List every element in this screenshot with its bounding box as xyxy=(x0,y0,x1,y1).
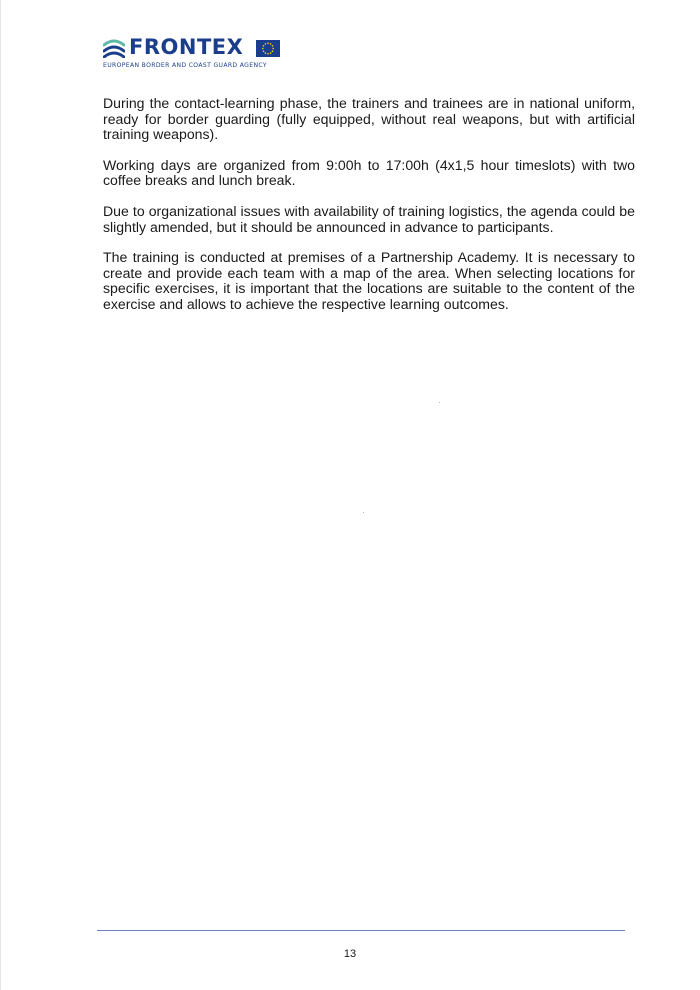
scan-speck xyxy=(363,512,364,513)
paragraph-premises: The training is conducted at premises of a Partnership Academy. It is necessary to create and provide each team with a map of the area. When selecting locations for specific exercises, it is important that the locations are suitable to the content of the exercise and allows to achieve the respective learning outcomes. xyxy=(103,249,635,312)
eu-flag-icon xyxy=(256,40,280,57)
footer-divider xyxy=(97,930,625,931)
frontex-logo-text: FRONTEX xyxy=(129,35,244,59)
page-number: 13 xyxy=(343,948,357,960)
paragraph-working-days: Working days are organized from 9:00h to 17:00h (4x1,5 hour timeslots) with two coffee breaks and lunch break. xyxy=(103,156,635,189)
agency-subtitle: EUROPEAN BORDER AND COAST GUARD AGENCY xyxy=(103,62,267,69)
scan-speck xyxy=(439,402,440,403)
frontex-header xyxy=(103,36,343,72)
paragraph-agenda: Due to organizational issues with availability of training logistics, the agenda could be slightly amended, but it should be announced in advance to participants. xyxy=(103,202,635,235)
frontex-waves-icon xyxy=(103,38,125,58)
paragraph-uniform: During the contact-learning phase, the trainers and trainees are in national uniform, ready for border guarding (fully equipped, without real weapons, but with artificial training weapons). xyxy=(103,95,635,143)
document-body xyxy=(103,96,635,328)
page-edge xyxy=(0,0,1,990)
